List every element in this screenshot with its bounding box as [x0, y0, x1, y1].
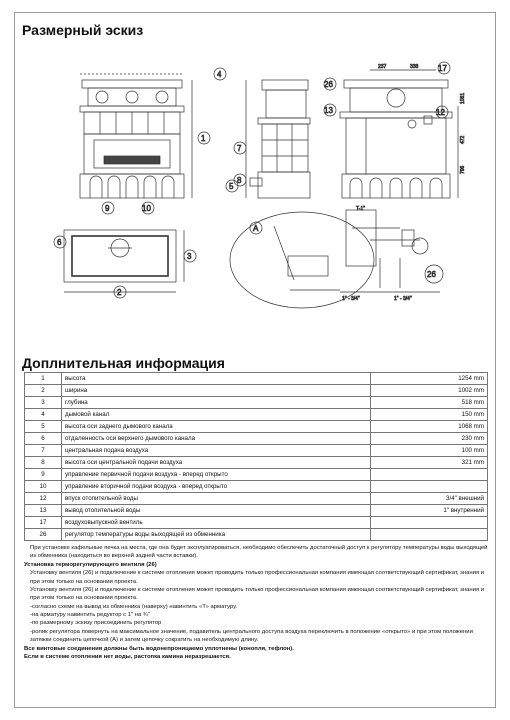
callout-10: 10: [142, 204, 151, 213]
callout-A: A: [253, 224, 259, 233]
callout-26-detail: 26: [427, 270, 436, 279]
label-reducer-left: 1" - 3/4": [342, 296, 360, 302]
callout-1: 1: [201, 134, 206, 143]
row-label: вывод отопительной воды: [62, 505, 371, 517]
row-value: 3/4" внешний: [371, 493, 488, 505]
row-label: высота оси заднего дымового канала: [62, 421, 371, 433]
row-value: 1068 mm: [371, 421, 488, 433]
table-row: [25, 385, 488, 397]
table-row: [25, 421, 488, 433]
row-label: регулятор температуры воды выходящей из обменника: [62, 529, 371, 541]
callout-circles: [54, 62, 450, 298]
row-label: центральная подача воздуха: [62, 445, 371, 457]
callout-6: 6: [57, 238, 62, 247]
table-row: [25, 493, 488, 505]
side-view: [246, 80, 310, 198]
callout-5: 5: [229, 182, 234, 191]
front-view: [80, 74, 192, 198]
row-label: управление вторичной подачи воздуха - вперед открыто: [62, 481, 371, 493]
row-value: 100 mm: [371, 445, 488, 457]
row-num: 26: [25, 529, 62, 541]
dim-top-2: 338: [410, 64, 419, 70]
row-num: 4: [25, 409, 62, 421]
callout-8: 8: [237, 176, 242, 185]
table-row: [25, 517, 488, 529]
table-row: [25, 397, 488, 409]
row-value: 1002 mm: [371, 385, 488, 397]
table-row: [25, 529, 488, 541]
detail-a-view: [230, 212, 374, 308]
row-num: 2: [25, 385, 62, 397]
callout-7: 7: [237, 144, 242, 153]
note-step: -согласно схеме на вывод из обменника (наверху) навинтить «Т» арматуру.: [30, 603, 238, 610]
row-value: 150 mm: [371, 409, 488, 421]
callout-3: 3: [187, 252, 192, 261]
row-label: высота: [62, 373, 371, 385]
note-step: -ролик регулятора повернуть на максимальное значение, подавитель центрального доступа воздуха переключить в положение «открыто» и при этом положении затяжки соединить цепочкой (A) и затем цепочку сократить на необходимую длину.: [30, 628, 473, 644]
note-warning: Если в системе отопления нет воды, растопка камина неразрешается.: [24, 653, 231, 660]
note-paragraph: Установку вентиля (26) и подключение к системе отопления может проводить только профессиональная компания имеющая соответствующий сертификат, знания и при этом только на основании проекта.: [30, 586, 485, 602]
table-row: [25, 457, 488, 469]
installation-notes: [24, 544, 490, 661]
table-row: [25, 373, 488, 385]
row-value: [371, 529, 488, 541]
section-title: Доплнительная информация: [22, 355, 225, 371]
note-heading: Установка терморегулирующего вентиля (26): [24, 561, 157, 568]
row-label: воздуховыпускной вентиль: [62, 517, 371, 529]
row-value: 518 mm: [371, 397, 488, 409]
row-num: 12: [25, 493, 62, 505]
row-label: отдаленность оси верхнего дымового канала: [62, 433, 371, 445]
table-row: [25, 481, 488, 493]
pipe-detail-view: [340, 210, 440, 292]
row-num: 1: [25, 373, 62, 385]
label-tee: T-1": [356, 206, 365, 212]
dim-side-3: 1061: [460, 92, 466, 104]
row-label: высота оси центральной подачи воздуха: [62, 457, 371, 469]
note-step: -по размерному эскизу присоединить регулятор: [30, 620, 162, 627]
callout-4: 4: [217, 70, 222, 79]
callout-26: 26: [324, 80, 333, 89]
row-num: 9: [25, 469, 62, 481]
dim-top-1: 237: [378, 64, 387, 70]
note-paragraph: При установке кафельные печка на места, где она будет эксплуатироваться, необходимо обеспечить достаточный доступ к регулятору температуры воды выходящей из обменника (находиться во верхней задней части вставки).: [30, 545, 488, 560]
table-row: [25, 409, 488, 421]
row-label: впуск отопительной воды: [62, 493, 371, 505]
row-label: ширина: [62, 385, 371, 397]
row-value: 321 mm: [371, 457, 488, 469]
note-paragraph: Установку вентиля (26) и подключение к системе отопления может проводить только профессиональная компания имеющая соответствующий сертификат, знания и при этом только на основании проекта.: [30, 570, 485, 585]
table-row: [25, 433, 488, 445]
row-label: глубина: [62, 397, 371, 409]
row-num: 6: [25, 433, 62, 445]
callout-12: 12: [436, 108, 445, 117]
table-row: [25, 505, 488, 517]
dim-side-2: 796: [460, 165, 466, 174]
row-num: 17: [25, 517, 62, 529]
plan-view: [64, 230, 184, 292]
dim-side-1: 472: [460, 135, 466, 144]
row-num: 3: [25, 397, 62, 409]
row-value: 1" внутренний: [371, 505, 488, 517]
rear-view: [340, 70, 458, 198]
row-value: [371, 481, 488, 493]
row-num: 8: [25, 457, 62, 469]
spec-table: [24, 372, 488, 541]
row-num: 5: [25, 421, 62, 433]
dimension-sketch: [40, 60, 480, 310]
table-row: [25, 445, 488, 457]
callout-17: 17: [438, 64, 447, 73]
row-value: 230 mm: [371, 433, 488, 445]
row-num: 7: [25, 445, 62, 457]
callout-2: 2: [117, 288, 122, 297]
table-row: [25, 469, 488, 481]
row-value: 1254 mm: [371, 373, 488, 385]
row-value: [371, 517, 488, 529]
note-step: -на арматуру навинтить редуктор с 1" на ¾": [30, 612, 150, 618]
row-label: управление первичной подачи воздуха - вперед открыто: [62, 469, 371, 481]
note-warning: Все винтовые соединения должны быть водонепроницаемо уплотнены (конопля, тефлон).: [24, 645, 294, 652]
label-reducer-right: 1" - 3/4": [394, 296, 412, 302]
callout-13: 13: [324, 106, 333, 115]
row-num: 13: [25, 505, 62, 517]
row-value: [371, 469, 488, 481]
callout-9: 9: [105, 204, 110, 213]
row-num: 10: [25, 481, 62, 493]
page-title: Размерный эскиз: [22, 22, 144, 38]
row-label: дымовой канал: [62, 409, 371, 421]
